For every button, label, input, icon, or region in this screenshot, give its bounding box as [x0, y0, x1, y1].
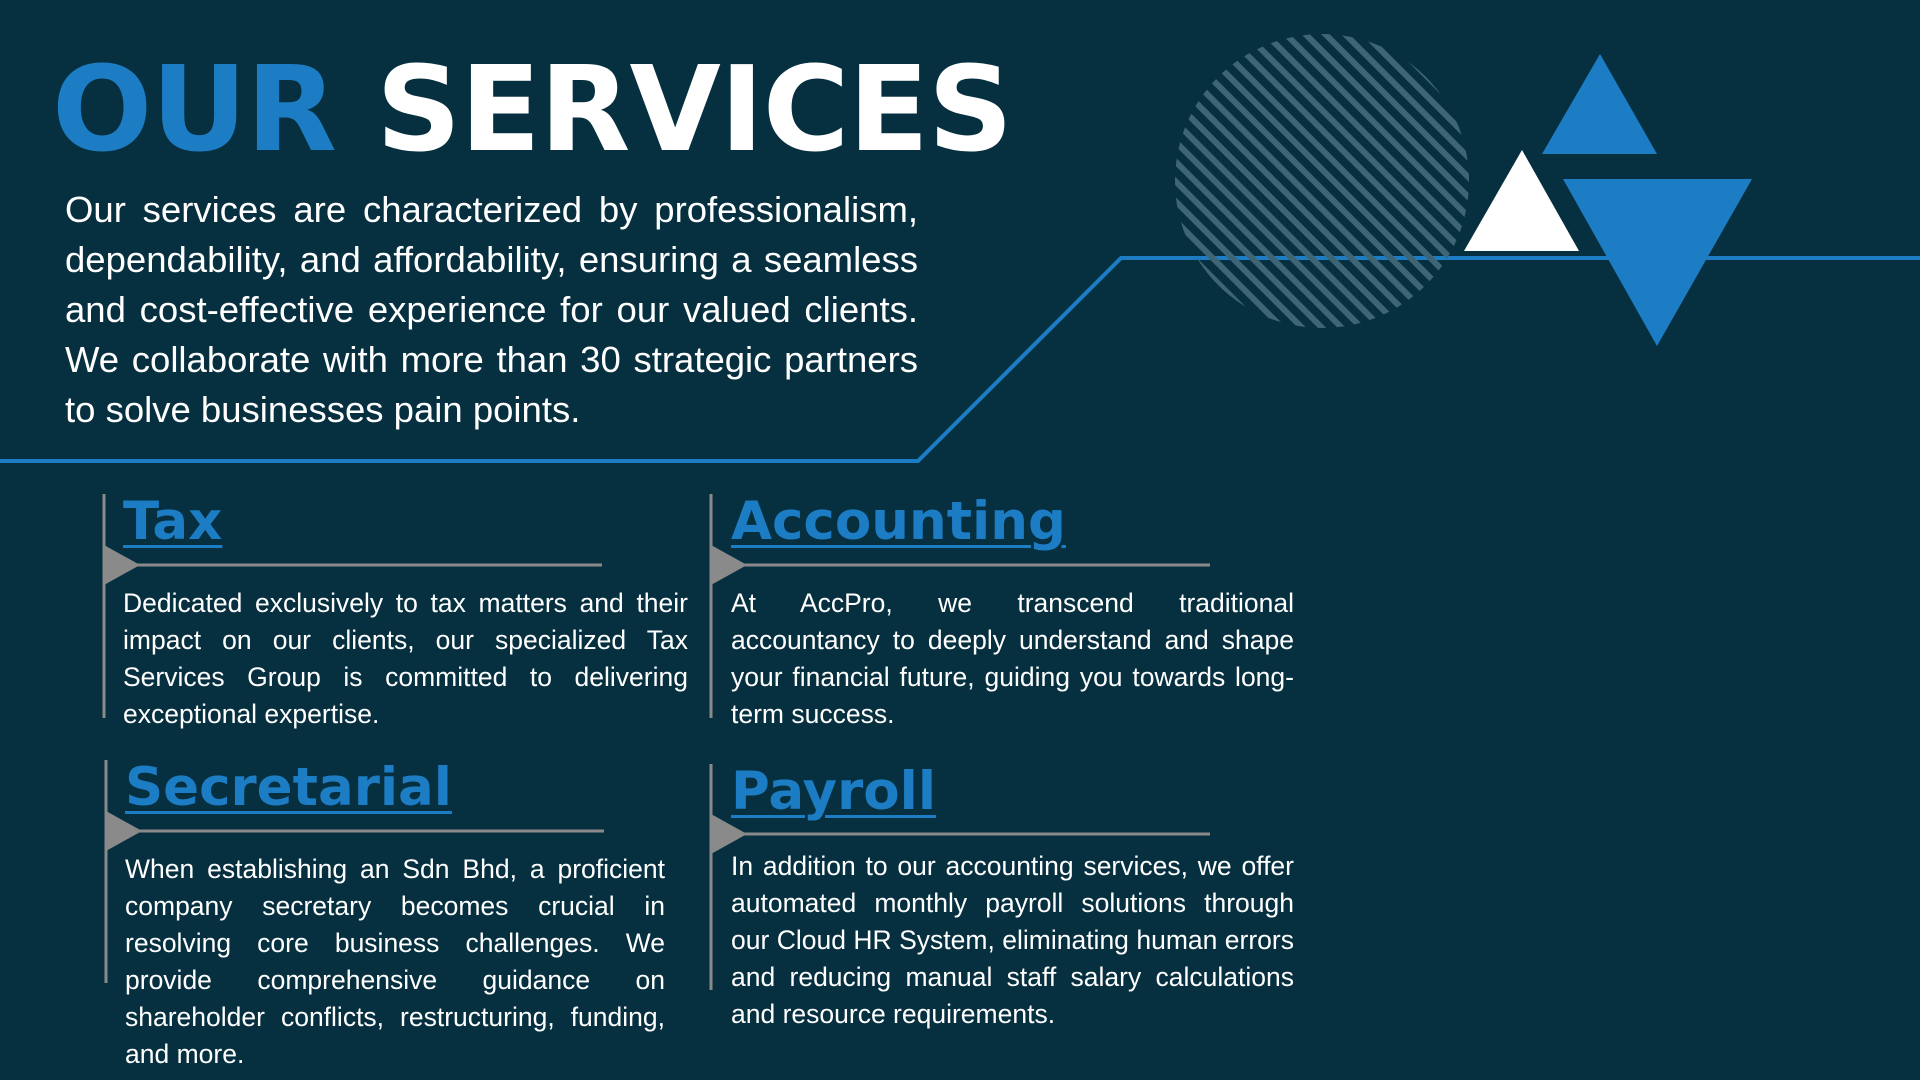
striped-circle: [1170, 30, 1480, 340]
service-description-secretarial: When establishing an Sdn Bhd, a proficient company secretary becomes crucial in resolving core business challenges. We provide comprehensive guidance on shareholder conflicts, restructuring, funding, and more.: [125, 854, 665, 1069]
service-description-tax: Dedicated exclusively to tax matters and their impact on our clients, our specialized Tax Services Group is committed to delivering exceptional expertise.: [123, 588, 688, 729]
blue-triangle-up: [1542, 54, 1657, 154]
service-title-accounting[interactable]: Accounting: [731, 491, 1066, 552]
service-title-payroll[interactable]: Payroll: [731, 761, 936, 822]
white-triangle: [1464, 150, 1579, 251]
page-title: [52, 40, 1012, 178]
page-title-main: SERVICES: [376, 40, 1012, 178]
service-title-secretarial[interactable]: Secretarial: [125, 757, 452, 818]
blue-triangle-down: [1563, 179, 1752, 346]
service-description-payroll: In addition to our accounting services, we offer automated monthly payroll solutions through our Cloud HR System, eliminating human errors and reducing manual staff salary calculations and resource requirements.: [731, 851, 1294, 1029]
service-title-tax[interactable]: Tax: [123, 491, 223, 552]
page-title-accent: OUR: [52, 40, 336, 178]
service-description-accounting: At AccPro, we transcend traditional accountancy to deeply understand and shape your financial future, guiding you towards long-term success.: [731, 588, 1294, 729]
intro-paragraph: Our services are characterized by professionalism, dependability, and affordability, ensuring a seamless and cost-effective experience for our valued clients. We collaborate with more than 30 strategic partners to solve businesses pain points.: [65, 189, 918, 430]
